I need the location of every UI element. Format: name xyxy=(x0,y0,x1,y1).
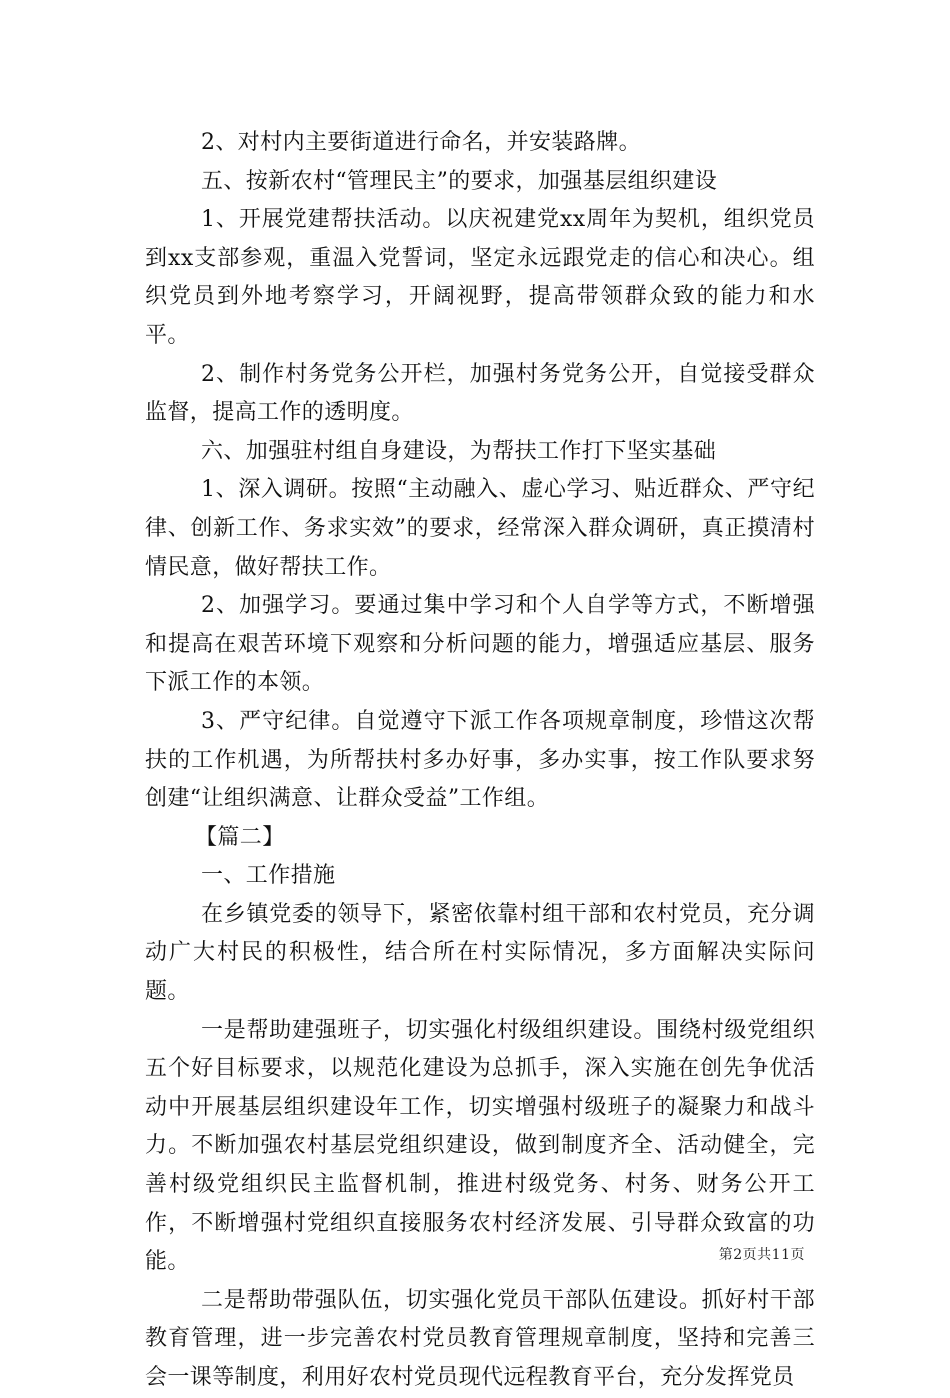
paragraph-research: 1、深入调研。按照“主动融入、虚心学习、贴近群众、严守纪律、创新工作、务求实效”的要求，经常深入群众调研，真正摸清村情民意，做好帮扶工作。 xyxy=(145,477,815,580)
paragraph-strengthen-cadres: 二是帮助带强队伍，切实强化党员干部队伍建设。抓好村干部教育管理，进一步完善农村党员教育管理规章制度，坚持和完善三会一课等制度，利用好农村党员现代远程教育平台，充分发挥党员 xyxy=(145,1287,815,1390)
paragraph-study: 2、加强学习。要通过集中学习和个人自学等方式，不断增强和提高在艰苦环境下观察和分析问题的能力，增强适应基层、服务下派工作的本领。 xyxy=(145,593,815,696)
page-number: 第2页共11页 xyxy=(718,1247,805,1263)
heading-section-five: 五、按新农村“管理民主”的要求，加强基层组织建设 xyxy=(201,168,718,194)
paragraph-strengthen-team: 一是帮助建强班子，切实强化村级组织建设。围绕村级党组织五个好目标要求，以规范化建设为总抓手，深入实施在创先争优活动中开展基层组织建设年工作，切实增强村级班子的凝聚力和战斗力。不断加强农村基层党组织建设，做到制度齐全、活动健全，完善村级党组织民主监督机制，推进村级党务、村务、财务公开工作，不断增强村党组织直接服务农村经济发展、引导群众致富的功能。 xyxy=(145,1017,815,1275)
paragraph-street-naming: 2、对村内主要街道进行命名，并安装路牌。 xyxy=(201,130,641,155)
heading-part-two: 【篇二】 xyxy=(195,824,285,850)
heading-work-measures: 一、工作措施 xyxy=(201,863,336,889)
document-body xyxy=(145,124,815,1398)
paragraph-leadership: 在乡镇党委的领导下，紧密依靠村组干部和农村党员，充分调动广大村民的积极性，结合所在村实际情况，多方面解决实际问题。 xyxy=(145,901,815,1005)
paragraph-public-board: 2、制作村务党务公开栏，加强村务党务公开，自觉接受群众监督，提高工作的透明度。 xyxy=(145,361,815,426)
heading-section-six: 六、加强驻村组自身建设，为帮扶工作打下坚实基础 xyxy=(201,438,717,464)
paragraph-discipline: 3、严守纪律。自觉遵守下派工作各项规章制度，珍惜这次帮扶的工作机遇，为所帮扶村多办好事，多办实事，按工作队要求努创建“让组织满意、让群众受益”工作组。 xyxy=(145,708,815,812)
paragraph-party-building: 1、开展党建帮扶活动。以庆祝建党xx周年为契机，组织党员到xx支部参观，重温入党誓词，坚定永远跟党走的信心和决心。组织党员到外地考察学习，开阔视野，提高带领群众致的能力和水平。 xyxy=(145,207,815,348)
